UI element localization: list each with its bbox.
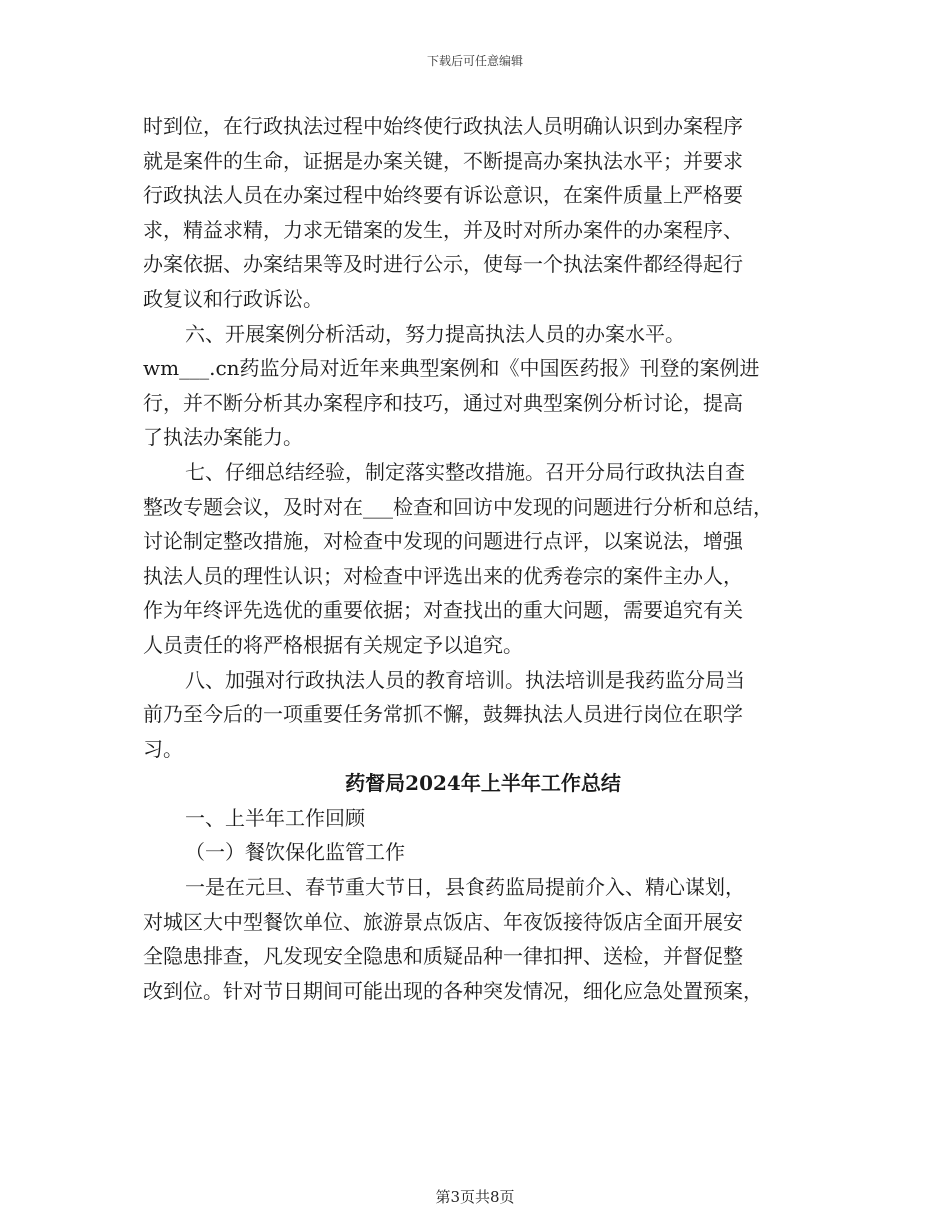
text-line: wm___.cn药监分局对近年来典型案例和《中国医药报》刊登的案例进 [143,356,760,381]
text-line: 行政执法人员在办案过程中始终要有诉讼意识，在案件质量上严格要 [143,183,743,208]
text-line: 办案依据、办案结果等及时进行公示，使每一个执法案件都经得起行 [143,252,743,277]
text-line: 对城区大中型餐饮单位、旅游景点饭店、年夜饭接待饭店全面开展安 [143,909,743,934]
text-line: 整改专题会议，及时对在___检查和回访中发现的问题进行分析和总结， [143,494,773,519]
text-line: 一、上半年工作回顾 [185,805,365,830]
text-line: （一）餐饮保化监管工作 [185,840,405,865]
text-line: 讨论制定整改措施，对检查中发现的问题进行点评，以案说法，增强 [143,529,743,554]
text-line: 人员责任的将严格根据有关规定予以追究。 [143,632,523,657]
document-body [143,109,823,1008]
page-footer: 第3页共8页 [435,1188,515,1206]
text-line: 前乃至今后的一项重要任务常抓不懈，鼓舞执法人员进行岗位在职学 [143,702,743,727]
text-line: 作为年终评先选优的重要依据；对查找出的重大问题，需要追究有关 [143,598,743,623]
text-line: 六、开展案例分析活动，努力提高执法人员的办案水平。 [185,321,685,346]
text-line: 七、仔细总结经验，制定落实整改措施。召开分局行政执法自查 [185,459,745,484]
text-line: 全隐患排查，凡发现安全隐患和质疑品种一律扣押、送检，并督促整 [143,944,743,969]
text-line: 习。 [143,736,183,761]
text-line: 就是案件的生命，证据是办案关键，不断提高办案执法水平；并要求 [143,148,743,173]
text-line: 改到位。针对节日期间可能出现的各种突发情况，细化应急处置预案， [143,978,763,1003]
text-line: 行，并不断分析其办案程序和技巧，通过对典型案例分析讨论，提高 [143,390,743,415]
text-line: 时到位，在行政执法过程中始终使行政执法人员明确认识到办案程序 [143,114,743,138]
text-line: 一是在元旦、春节重大节日，县食药监局提前介入、精心谋划， [185,875,745,900]
page-header: 下载后可任意编辑 [426,54,523,68]
text-line: 八、加强对行政执法人员的教育培训。执法培训是我药监分局当 [185,667,745,692]
text-line: 了执法办案能力。 [143,425,303,450]
section-title: 药督局2024年上半年工作总结 [345,771,621,796]
text-line: 政复议和行政诉讼。 [143,286,323,311]
text-line: 求，精益求精，力求无错案的发生，并及时对所办案件的办案程序、 [143,217,743,242]
text-line: 执法人员的理性认识；对检查中评选出来的优秀卷宗的案件主办人， [143,563,743,588]
